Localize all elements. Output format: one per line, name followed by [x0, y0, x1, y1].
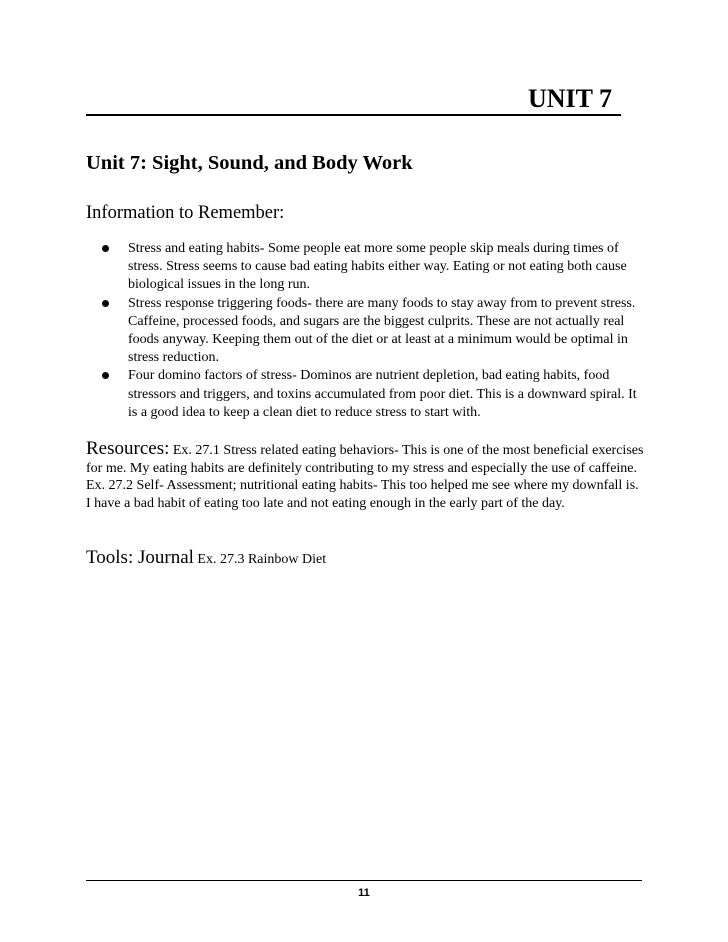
- tools-section: [86, 546, 646, 572]
- bullet-dot-icon: [102, 245, 109, 252]
- bullet-item: [86, 240, 646, 295]
- bullet-item: [86, 367, 646, 422]
- resources-text-1: Ex. 27.1 Stress related eating behaviors- This is one of the most beneficial exercises for me. My eating habits are definitely contributing to my stress and especially the use of caffeine.: [86, 443, 644, 476]
- info-heading: Information to Remember:: [86, 203, 285, 223]
- resources-section: [86, 440, 646, 512]
- tools-text: Ex. 27.3 Rainbow Diet: [197, 552, 327, 567]
- bullet-text: Four domino factors of stress- Dominos are nutrient depletion, bad eating habits, food stressors and triggers, and toxins accumulated from poor diet. This is a downward spiral. It is a good idea to keep a clean diet to reduce stress to start with.: [128, 368, 637, 420]
- resources-label: Resources:: [86, 438, 170, 459]
- bullet-text: Stress response triggering foods- there are many foods to stay away from to prevent stress. Caffeine, processed foods, and sugars are the biggest culprits. These are not actually real foods anyway. Keeping them out of the diet or at least at a minimum would be optimal in stress reduction.: [128, 295, 636, 366]
- bullet-list: [86, 240, 646, 422]
- bullet-dot-icon: [102, 372, 109, 379]
- unit-label: UNIT 7: [528, 84, 613, 113]
- bullet-item: [86, 295, 646, 368]
- page-title: Unit 7: Sight, Sound, and Body Work: [86, 152, 413, 174]
- resources-paragraph-1: [86, 440, 646, 477]
- tools-label: Tools: Journal: [86, 547, 194, 568]
- bullet-text: Stress and eating habits- Some people eat more some people skip meals during times of stress. Stress seems to cause bad eating habits either way. Eating or not eating both cause biological issues in the long run.: [128, 241, 627, 293]
- resources-text-2: Ex. 27.2 Self- Assessment; nutritional eating habits- This too helped me see where my downfall is. I have a bad habit of eating too late and not eating enough in the early part of the day.: [86, 478, 639, 511]
- bullet-dot-icon: [102, 300, 109, 307]
- footer-rule: [86, 880, 642, 881]
- page-number: 11: [358, 887, 370, 899]
- resources-paragraph-2: [86, 477, 646, 512]
- header-rule: [86, 114, 621, 116]
